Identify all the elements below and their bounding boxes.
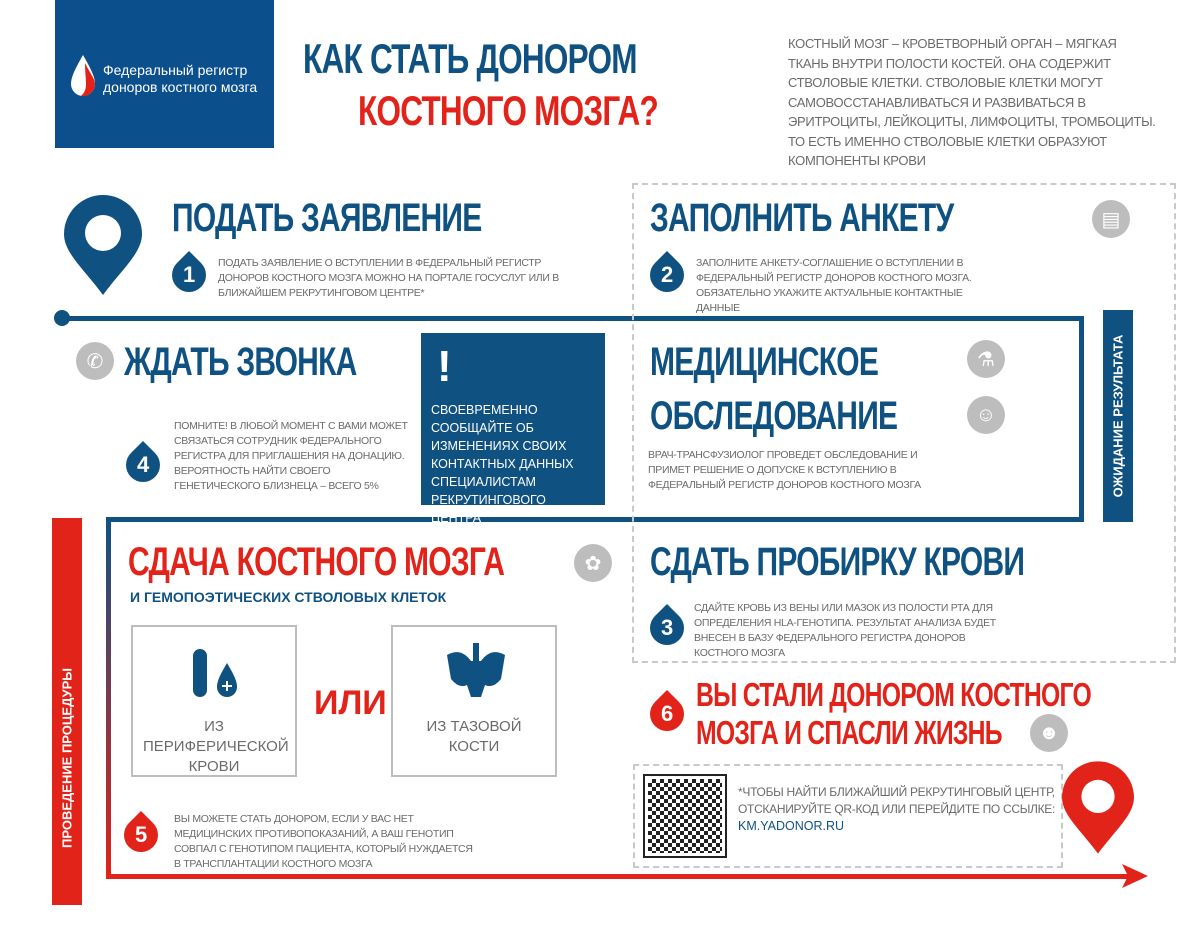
intro-text: КОСТНЫЙ МОЗГ – КРОВЕТВОРНЫЙ ОРГАН – МЯГКАЯ ТКАНЬ ВНУТРИ ПОЛОСТИ КОСТЕЙ. ОНА СОДЕРЖИТ СТВОЛОВЫЕ КЛЕТКИ. СТВОЛОВЫЕ КЛЕТКИ МОГУТ САМОВОССТАНАВЛИВАТЬСЯ И РАЗВИВАТЬСЯ В ЭРИТРОЦИТЫ, ЛЕЙКОЦИТЫ, ЛИМФОЦИТЫ, ТРОМБОЦИТЫ. ТО ЕСТЬ ИМЕННО СТВОЛОВЫЕ КЛЕТКИ ОБРАЗУЮТ КОМПОНЕНТЫ КРОВИ bbox=[788, 36, 1156, 168]
pelvis-bone-icon bbox=[443, 641, 509, 707]
waiting-label: ОЖИДАНИЕ РЕЗУЛЬТАТА bbox=[1110, 334, 1126, 498]
logo-drop-icon bbox=[71, 55, 95, 97]
step2-badge: 2 bbox=[643, 251, 691, 299]
step1-title: ПОДАТЬ ЗАЯВЛЕНИЕ bbox=[172, 196, 482, 240]
notice-text: СВОЕВРЕМЕННО СООБЩАЙТЕ ОБ ИЗМЕНЕНИЯХ СВОИХ КОНТАКТНЫХ ДАННЫХ СПЕЦИАЛИСТАМ РЕКРУТИНГОВОГО ЦЕНТРА bbox=[431, 403, 574, 525]
doctor-icon: ☺ bbox=[967, 396, 1005, 434]
test-tube-icon: ⚗ bbox=[967, 340, 1005, 378]
medical-title-line1: МЕДИЦИНСКОЕ bbox=[650, 340, 879, 384]
arrow-head-icon bbox=[1122, 864, 1148, 888]
footer-block bbox=[738, 784, 1056, 835]
exclamation-icon: ! bbox=[437, 342, 452, 391]
logo-line2: доноров костного мозга bbox=[103, 79, 258, 95]
step5-title: СДАЧА КОСТНОГО МОЗГА bbox=[128, 540, 505, 584]
path-line bbox=[106, 517, 111, 879]
option-pelvis-label: ИЗ ТАЗОВОЙ КОСТИ bbox=[426, 718, 522, 755]
step6-title-line2: МОЗГА И СПАСЛИ ЖИЗНЬ bbox=[696, 714, 1002, 751]
step4-title: ЖДАТЬ ЗВОНКА bbox=[124, 340, 357, 384]
pelvis-icon: ✿ bbox=[574, 544, 612, 582]
phone-icon: ✆ bbox=[76, 342, 114, 380]
medical-text: ВРАЧ-ТРАНСФУЗИОЛОГ ПРОВЕДЕТ ОБСЛЕДОВАНИЕ И ПРИМЕТ РЕШЕНИЕ О ДОПУСКЕ К ВСТУПЛЕНИЮ В ФЕДЕРАЛЬНЫЙ РЕГИСТР ДОНОРОВ КОСТНОГО МОЗГА bbox=[648, 449, 921, 491]
site-link[interactable]: KM.YADONOR.RU bbox=[738, 819, 845, 833]
logo-line1: Федеральный регистр bbox=[103, 62, 248, 78]
step1-badge: 1 bbox=[165, 251, 213, 299]
step6-title-line1: ВЫ СТАЛИ ДОНОРОМ КОСТНОГО bbox=[696, 676, 1092, 713]
medical-title-line2: ОБСЛЕДОВАНИЕ bbox=[650, 394, 898, 438]
step2-title: ЗАПОЛНИТЬ АНКЕТУ bbox=[650, 196, 954, 240]
clipboard-icon: ▤ bbox=[1092, 200, 1130, 238]
logo-block bbox=[55, 0, 274, 148]
or-label: ИЛИ bbox=[314, 684, 387, 722]
option-blood bbox=[131, 625, 297, 777]
step5-subtitle: И ГЕМОПОЭТИЧЕСКИХ СТВОЛОВЫХ КЛЕТОК bbox=[130, 589, 447, 605]
option-blood-label: ИЗ ПЕРИФЕРИЧЕСКОЙ КРОВИ bbox=[143, 718, 289, 775]
step1-text: ПОДАТЬ ЗАЯВЛЕНИЕ О ВСТУПЛЕНИИ В ФЕДЕРАЛЬНЫЙ РЕГИСТР ДОНОРОВ КОСТНОГО МОЗГА МОЖНО НА ПОРТАЛЕ ГОСУСЛУГ ИЛИ В БЛИЖАЙШЕМ РЕКРУТИНГОВОМ ЦЕНТРЕ* bbox=[218, 257, 559, 299]
blood-tube-icon bbox=[187, 645, 247, 705]
step5-text: ВЫ МОЖЕТЕ СТАТЬ ДОНОРОМ, ЕСЛИ У ВАС НЕТ МЕДИЦИНСКИХ ПРОТИВОПОКАЗАНИЙ, А ВАШ ГЕНОТИП СОВПАЛ С ГЕНОТИПОМ ПАЦИЕНТА, КОТОРЫЙ НУЖДАЕТСЯ В ТРАНСПЛАНТАЦИИ КОСТНОГО МОЗГА bbox=[174, 813, 473, 870]
path-line bbox=[106, 874, 1136, 879]
step3-text: СДАЙТЕ КРОВЬ ИЗ ВЕНЫ ИЛИ МАЗОК ИЗ ПОЛОСТИ РТА ДЛЯ ОПРЕДЕЛЕНИЯ HLA-ГЕНОТИПА. РЕЗУЛЬТАТ АНАЛИЗА БУДЕТ ВНЕСЕН В БАЗУ ФЕДЕРАЛЬНОГО РЕГИСТРА ДОНОРОВ КОСТНОГО МОЗГА bbox=[694, 602, 996, 659]
step3-badge: 3 bbox=[643, 604, 691, 652]
step4-text: ПОМНИТЕ! В ЛЮБОЙ МОМЕНТ С ВАМИ МОЖЕТ СВЯЗАТЬСЯ СОТРУДНИК ФЕДЕРАЛЬНОГО РЕГИСТРА ДЛЯ ПРИГЛАШЕНИЯ НА ДОНАЦИЮ. ВЕРОЯТНОСТЬ НАЙТИ СВОЕГО ГЕНЕТИЧЕСКОГО БЛИЗНЕЦА – ВСЕГО 5% bbox=[174, 420, 408, 492]
page-title-line2: КОСТНОГО МОЗГА? bbox=[358, 87, 658, 134]
procedure-label: ПРОВЕДЕНИЕ ПРОЦЕДУРЫ bbox=[59, 667, 75, 848]
page-title-line1: КАК СТАТЬ ДОНОРОМ bbox=[303, 35, 637, 82]
location-pin-red-icon bbox=[1062, 760, 1134, 855]
footer-text: *ЧТОБЫ НАЙТИ БЛИЖАЙШИЙ РЕКРУТИНГОВЫЙ ЦЕНТР, ОТСКАНИРУЙТЕ QR-КОД ИЛИ ПЕРЕЙДИТЕ ПО ССЫЛКЕ: bbox=[738, 785, 1056, 816]
location-pin-icon bbox=[64, 195, 142, 295]
step2-text: ЗАПОЛНИТЕ АНКЕТУ-СОГЛАШЕНИЕ О ВСТУПЛЕНИИ В ФЕДЕРАЛЬНЫЙ РЕГИСТР ДОНОРОВ КОСТНОГО МОЗГА. ОБЯЗАТЕЛЬНО УКАЖИТЕ АКТУАЛЬНЫЕ КОНТАКТНЫЕ ДАННЫЕ bbox=[696, 257, 972, 314]
step3-title: СДАТЬ ПРОБИРКУ КРОВИ bbox=[650, 540, 1025, 584]
step5-badge: 5 bbox=[117, 811, 165, 859]
qr-code[interactable] bbox=[645, 776, 725, 856]
notice-box bbox=[421, 333, 605, 525]
step6-badge: 6 bbox=[643, 690, 691, 738]
step4-badge: 4 bbox=[119, 441, 167, 489]
option-pelvis bbox=[391, 625, 557, 777]
procedure-bar bbox=[52, 518, 82, 905]
people-icon: ☻ bbox=[1030, 714, 1068, 752]
